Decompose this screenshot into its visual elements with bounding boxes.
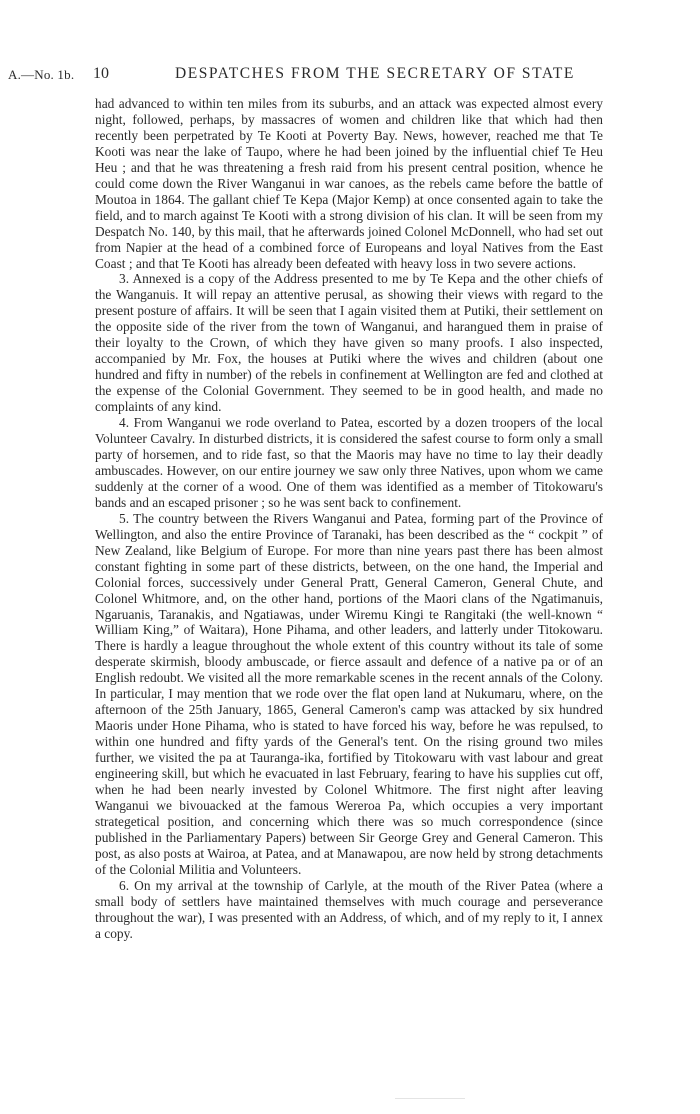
bottom-rule bbox=[395, 1098, 465, 1099]
body-text bbox=[95, 96, 603, 942]
paragraph-continued: had advanced to within ten miles from its suburbs, and an attack was expected almost every night, followed, perhaps, by massacres of women and children like that which had then recently been perpetrated by Te Kooti at Poverty Bay. News, however, reached me that Te Kooti was near the lake of Taupo, where he had been joined by the influential chief Te Heu Heu ; and that he was threatening a fresh raid from his present central position, whence he could come down the River Wanganui in war canoes, as the rebels came before the battle of Moutoa in 1864. The gallant chief Te Kepa (Major Kemp) at once consented again to take the field, and to march against Te Kooti with a strong division of his clan. It will be seen from my Despatch No. 140, by this mail, that he afterwards joined Colonel McDonnell, who had set out from Napier at the head of a combined force of Europeans and loyal Natives from the East Coast ; and that Te Kooti has already been defeated with heavy loss in two severe actions. bbox=[95, 96, 603, 271]
page-number: 10 bbox=[93, 65, 109, 82]
page-header bbox=[0, 64, 700, 88]
paragraph-5: 5. The country between the Rivers Wanganui and Patea, forming part of the Province of Wellington, and also the entire Province of Taranaki, has been described as the “ cockpit ” of New Zealand, like Belgium of Europe. For more than nine years past there has been almost constant fighting in some part of these districts, between, on the one hand, the Imperial and Colonial forces, successively under General Pratt, General Cameron, General Chute, and Colonel Whitmore, and, on the other hand, portions of the Maori clans of the Ngatimanuis, Ngaruanis, Taranakis, and Ngatiawas, under Wiremu Kingi te Rangitaki (the well-known “ William King,” of Waitara), Hone Pihama, and other leaders, and latterly under Titokowaru. There is hardly a league throughout the whole extent of this country without its tale of some desperate skirmish, bloody ambuscade, or fierce assault and defence of a native pa or of an English redoubt. We visited all the more remarkable scenes in the recent annals of the Colony. In particular, I may mention that we rode over the flat open land at Nukumaru, where, on the afternoon of the 25th January, 1865, General Cameron's camp was attacked by six hundred Maoris under Hone Pihama, who is stated to have forced his way, before he was repulsed, to within one hundred and fifty yards of the General's tent. On the rising ground two miles further, we visited the pa at Tauranga-ika, fortified by Titokowaru with vast labour and great engineering skill, but which he evacuated in last February, fearing to have his supplies cut off, when he had been nearly invested by Colonel Whitmore. The first night after leaving Wanganui we bivouacked at the famous Wereroa Pa, which occupies a very important strategetical position, and concerning which there was so much correspondence (since published in the Parliamentary Papers) between Sir George Grey and General Cameron. This post, as also posts at Wairoa, at Patea, and at Manawapou, are now held by strong detachments of the Colonial Militia and Volunteers. bbox=[95, 510, 603, 877]
paragraph-4: 4. From Wanganui we rode overland to Patea, escorted by a dozen troopers of the local Volunteer Cavalry. In disturbed districts, it is considered the safest course to form only a small party of horsemen, and to ride fast, so that the Maoris may have no time to lay their deadly ambuscades. However, on our entire journey we saw only three Natives, upon whom we came suddenly at the corner of a wood. One of them was identified as a member of Titokowaru's bands and an escaped prisoner ; so he was sent back to confinement. bbox=[95, 415, 603, 510]
paragraph-3: 3. Annexed is a copy of the Address presented to me by Te Kepa and the other chiefs of the Wanganuis. It will repay an attentive perusal, as showing their views with regard to the present posture of affairs. It will be seen that I again visited them at Putiki, their settlement on the opposite side of the river from the town of Wanganui, and harangued them in praise of their loyalty to the Crown, of which they have given so many proofs. I also inspected, accompanied by Mr. Fox, the houses at Putiki where the wives and children (about one hundred and fifty in number) of the rebels in confinement at Wellington are fed and clothed at the expense of the Colonial Government. They seemed to be in good health, and made no complaints of any kind. bbox=[95, 271, 603, 415]
paragraph-6: 6. On my arrival at the township of Carlyle, at the mouth of the River Patea (where a small body of settlers have maintained themselves with much courage and perseverance throughout the war), I was presented with an Address, of which, and of my reply to it, I annex a copy. bbox=[95, 877, 603, 941]
running-title: DESPATCHES FROM THE SECRETARY OF STATE bbox=[175, 65, 575, 82]
series-number: A.—No. 1b. bbox=[8, 67, 75, 82]
